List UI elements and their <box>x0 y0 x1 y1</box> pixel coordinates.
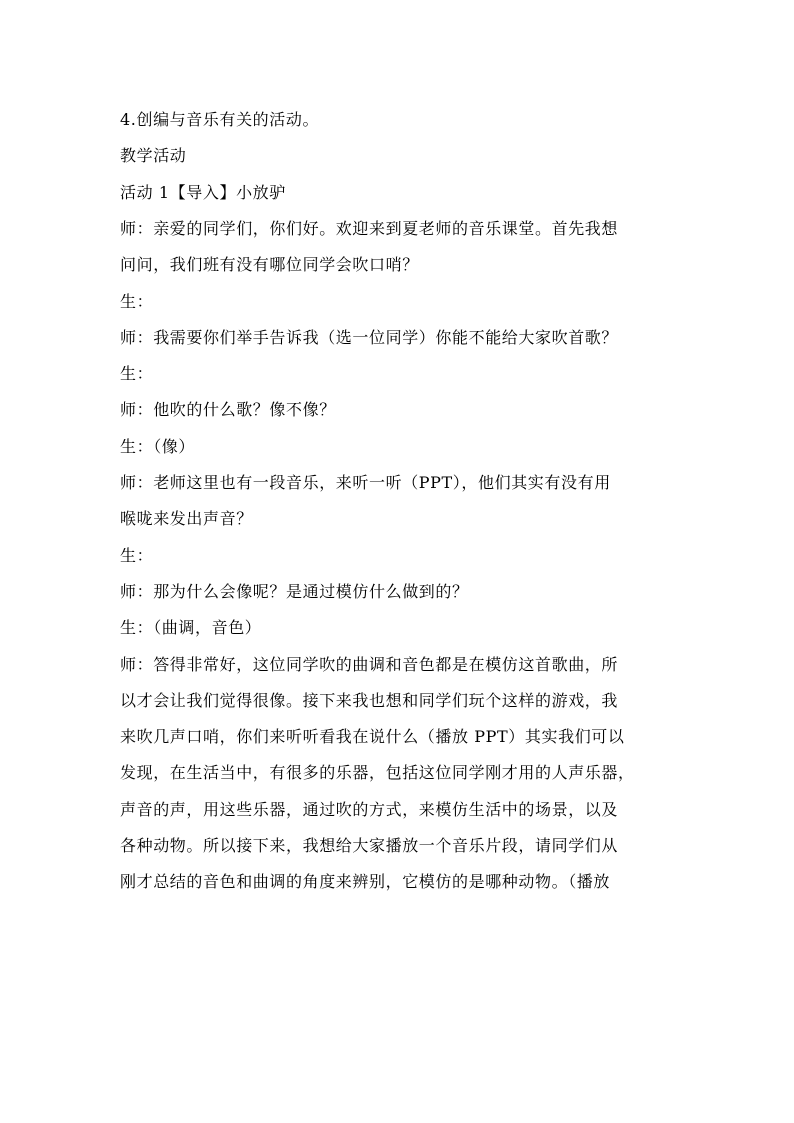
dialogue-line: 问问，我们班有没有哪位同学会吹口哨？ <box>120 255 419 275</box>
section-heading: 教学活动 <box>120 146 187 166</box>
dialogue-line: 生：（曲调，音色） <box>120 618 262 638</box>
dialogue-line: 师：我需要你们举手告诉我（选一位同学）你能不能给大家吹首歌？ <box>120 327 619 347</box>
dialogue-line: 刚才总结的音色和曲调的角度来辨别，它模仿的是哪种动物。（播放 <box>120 872 611 892</box>
dialogue-line: 以才会让我们觉得很像。接下来我也想和同学们玩个这样的游戏，我 <box>120 690 619 710</box>
activity-title: 活动 1【导入】小放驴 <box>120 182 286 202</box>
list-item-heading: 4.创编与音乐有关的活动。 <box>120 110 320 129</box>
dialogue-line: 生：（像） <box>120 436 196 456</box>
dialogue-line: 师：那为什么会像呢？是通过模仿什么做到的？ <box>120 581 469 601</box>
dialogue-line: 师：他吹的什么歌？像不像？ <box>120 400 336 420</box>
dialogue-line: 师：亲爱的同学们，你们好。欢迎来到夏老师的音乐课堂。首先我想 <box>120 218 619 238</box>
dialogue-line: 师：老师这里也有一段音乐，来听一听（PPT），他们其实有没有用 <box>120 473 611 492</box>
dialogue-line: 各种动物。所以接下来，我想给大家播放一个音乐片段，请同学们从 <box>120 836 619 855</box>
dialogue-line: 师：答得非常好，这位同学吹的曲调和音色都是在模仿这首歌曲，所 <box>120 654 619 674</box>
dialogue-line: 生： <box>120 364 154 384</box>
dialogue-line: 生： <box>120 545 154 565</box>
dialogue-line: 生： <box>120 291 154 311</box>
dialogue-line: 声音的声，用这些乐器，通过吹的方式，来模仿生活中的场景，以及 <box>120 799 619 819</box>
dialogue-line: 发现，在生活当中，有很多的乐器，包括这位同学刚才用的人声乐器， <box>120 763 635 783</box>
dialogue-line: 喉咙来发出声音？ <box>120 509 253 529</box>
dialogue-line: 来吹几声口哨，你们来听听看我在说什么（播放 PPT）其实我们可以 <box>120 727 625 747</box>
